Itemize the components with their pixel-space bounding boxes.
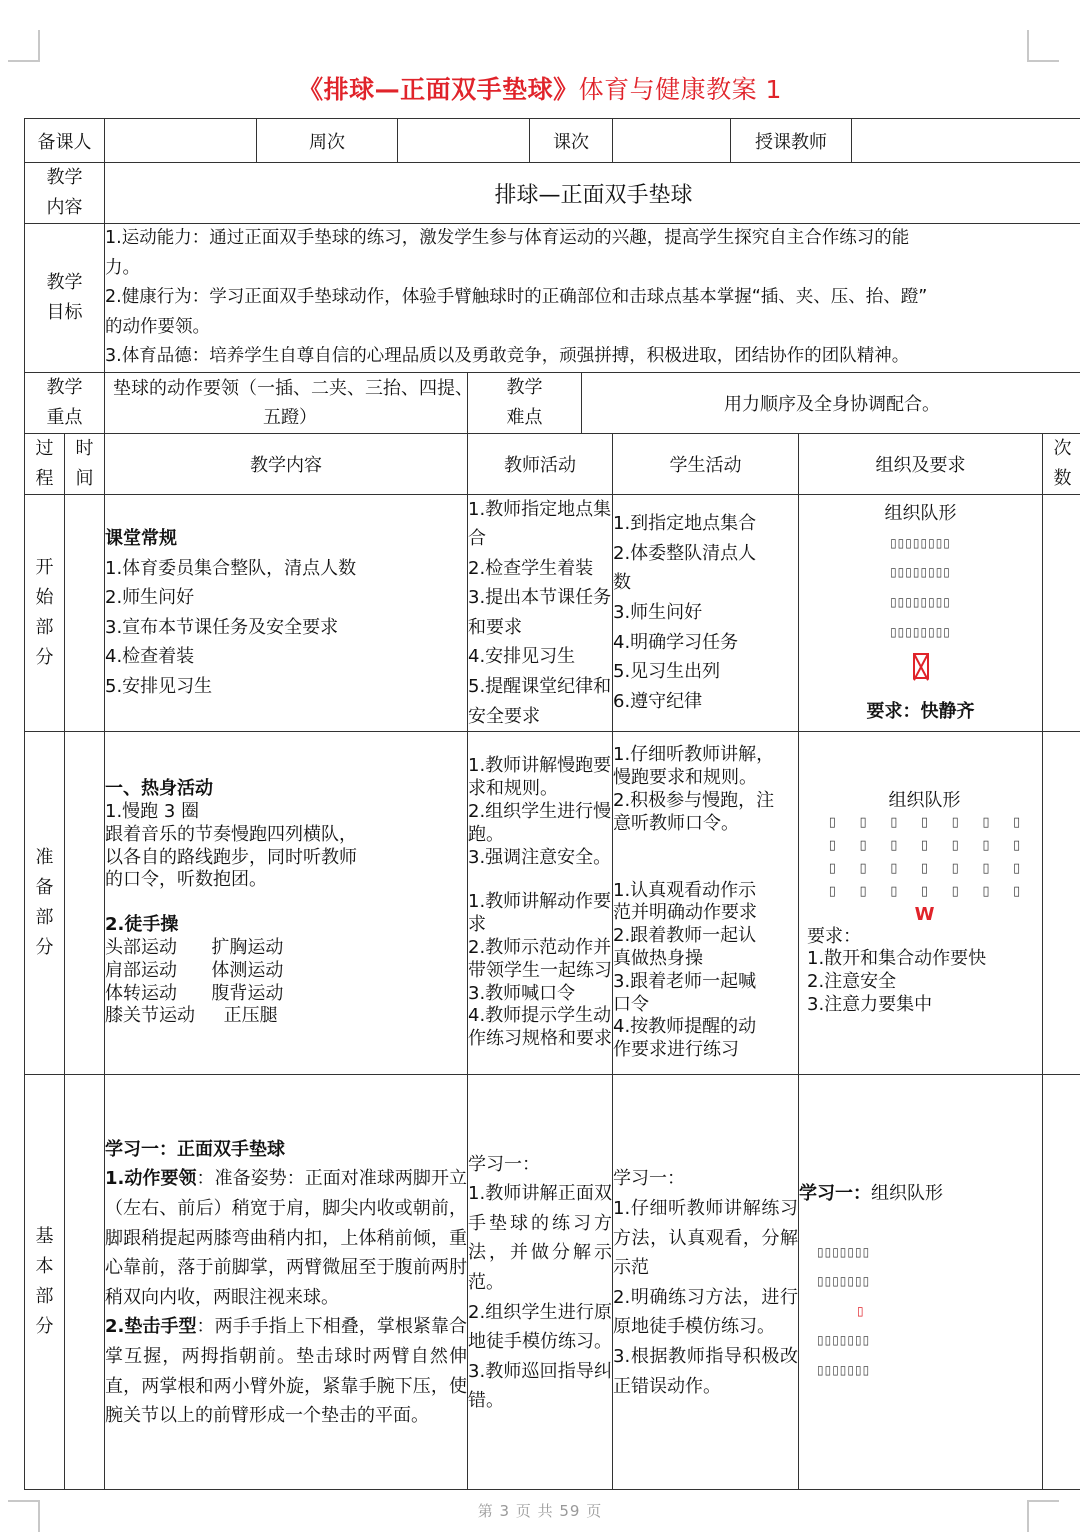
preparer-value xyxy=(105,119,257,163)
difficulty-text: 用力顺序及全身协调配合。 xyxy=(582,372,1080,433)
teacher-position-icon xyxy=(913,653,929,679)
prep-time xyxy=(65,732,105,1075)
goals-text xyxy=(105,224,1080,373)
start-organization: 组织队形 ▯▯▯▯▯▯▯▯ ▯▯▯▯▯▯▯▯ ▯▯▯▯▯▯▯▯ ▯▯▯▯▯▯▯▯ 要求：快静齐 xyxy=(799,494,1043,732)
lesson-topic: 排球—正面双手垫球 xyxy=(105,163,1080,224)
student-marker: ▯ xyxy=(878,835,909,858)
prep-count xyxy=(1043,732,1080,1075)
student-marker: ▯ xyxy=(940,835,971,858)
basic-teacher: 学习一： 1.教师讲解正面双手垫球的练习方法，并做分解示范。 2.组织学生进行原地徒手模仿练习。 3.教师巡回指导纠错。 xyxy=(468,1075,613,1490)
student-marker: ▯ xyxy=(971,835,1002,858)
col-student: 学生活动 xyxy=(613,433,799,494)
student-marker: ▯ xyxy=(940,881,971,904)
crop-mark-top-right xyxy=(1027,30,1059,62)
start-content: 课堂常规 1.体育委员集合整队，清点人数 2.师生问好 3.宣布本节课任务及安全要求 4.检查着装 5.安排见习生 xyxy=(105,494,468,732)
student-marker: ▯ xyxy=(878,812,909,835)
teacher-value xyxy=(852,119,1080,163)
difficulty-label: 教学 难点 xyxy=(468,372,582,433)
key-row xyxy=(25,372,1080,433)
preparer-label: 备课人 xyxy=(25,119,105,163)
student-marker: ▯ xyxy=(817,858,848,881)
content-row xyxy=(25,163,1080,224)
col-content: 教学内容 xyxy=(105,433,468,494)
prep-teacher: 1.教师讲解慢跑要 求和规则。 2.组织学生进行慢 跑。 3.强调注意安全。 1.教师讲解动作要 求 2.教师示范动作并 带领学生一起练习 3.教师喊口令 4.教师提示学生动 作练习规格和要求 xyxy=(468,732,613,1075)
prep-section-name: 准 备 部 分 xyxy=(25,732,65,1075)
lesson-value xyxy=(613,119,731,163)
basic-student: 学习一： 1.仔细听教师讲解练习方法，认真观看，分解示范 2.明确练习方法，进行原地徒手模仿练习。 3.根据教师指导积极改正错误动作。 xyxy=(613,1075,799,1490)
teacher-label: 授课教师 xyxy=(731,119,852,163)
student-marker: ▯ xyxy=(940,858,971,881)
prep-organization: 组织队形 ▯ ▯ ▯ ▯ ▯ ▯ ▯ ▯ ▯ ▯ ▯ ▯ ▯ ▯ ▯ ▯ ▯ ▯ ▯ ▯ ▯ ▯ ▯ ▯ ▯ ▯ ▯ ▯ W 要求： 1.散开和集合动作要快 2.注意安全 3.注意力要集中 xyxy=(799,732,1043,1075)
goals-label: 教学 目标 xyxy=(25,224,105,373)
start-teacher: 1.教师指定地点集 合 2.检查学生着装 3.提出本节课任务 和要求 4.安排见习生 5.提醒课堂纪律和 安全要求 xyxy=(468,494,613,732)
student-marker: ▯ xyxy=(940,812,971,835)
col-process: 过 程 xyxy=(25,433,65,494)
prep-content: 一、热身活动 1.慢跑 3 圈 跟着音乐的节奏慢跑四列横队， 以各自的路线跑步，同时听教师 的口令，听数抱团。 2.徒手操 头部运动 扩胸运动 肩部运动 体测运动 体转运动 腹背运动 膝关节运动 正压腿 xyxy=(105,732,468,1075)
student-marker: ▯ xyxy=(971,881,1002,904)
header-row xyxy=(25,119,1080,163)
document-title-main: 《排球—正面双手垫球》 xyxy=(298,75,579,104)
student-marker: ▯ xyxy=(1001,881,1032,904)
student-formation-row: ▯▯▯▯▯▯▯▯ xyxy=(799,558,1042,588)
week-value xyxy=(398,119,530,163)
student-marker: ▯ xyxy=(817,812,848,835)
prep-section-row xyxy=(25,732,1080,1075)
week-label: 周次 xyxy=(257,119,398,163)
student-marker: ▯ xyxy=(848,881,879,904)
start-time xyxy=(65,494,105,732)
col-teacher: 教师活动 xyxy=(468,433,613,494)
student-marker: ▯ xyxy=(878,858,909,881)
student-marker: ▯ xyxy=(878,881,909,904)
col-time: 时 间 xyxy=(65,433,105,494)
content-label: 教学 内容 xyxy=(25,163,105,224)
crop-mark-top-left xyxy=(8,30,40,62)
student-marker: ▯ xyxy=(909,812,940,835)
goal-line: 3.体育品德：培养学生自尊自信的心理品质以及勇敢竞争，顽强拼搏，积极进取，团结协作的团队精神。 xyxy=(105,342,1080,372)
lesson-label: 课次 xyxy=(530,119,613,163)
scatter-formation-grid xyxy=(817,812,1032,903)
student-formation-row: ▯▯▯▯▯▯▯ xyxy=(799,1326,1042,1356)
student-formation-row: ▯▯▯▯▯▯▯▯ xyxy=(799,529,1042,559)
start-student: 1.到指定地点集合 2.体委整队清点人 数 3.师生问好 4.明确学习任务 5.见习生出列 6.遵守纪律 xyxy=(613,494,799,732)
student-marker: ▯ xyxy=(817,881,848,904)
student-marker: ▯ xyxy=(848,812,879,835)
key-points: 垫球的动作要领（一插、二夹、三抬、四提、 五蹬） xyxy=(105,372,468,433)
student-formation-row: ▯▯▯▯▯▯▯▯ xyxy=(799,588,1042,618)
basic-content: 学习一：正面双手垫球 1.动作要领：准备姿势：正面对准球两脚开立（左右、前后）稍宽于肩，脚尖内收或朝前，脚跟稍提起两膝弯曲稍内扣，上体稍前倾，重心靠前，落于前脚掌，两臂微屈至于腹前两肘稍双向内收，两眼注视来球。 2.垫击手型：两手手指上下相叠，掌根紧靠合掌互握，两拇指朝前。垫击球时两臂自然伸直，两掌根和两小臂外旋，紧靠手腕下压，使腕关节以上的前臂形成一个垫击的平面。 xyxy=(105,1075,468,1490)
basic-time xyxy=(65,1075,105,1490)
goal-line: 2.健康行为：学习正面双手垫球动作，体验手臂触球时的正确部位和击球点基本掌握“插、夹、压、抬、蹬” xyxy=(105,283,1080,313)
prep-student: 1.仔细听教师讲解， 慢跑要求和规则。 2.积极参与慢跑，注 意听教师口令。 1.认真观看动作示 范并明确动作要求 2.跟着教师一起认 真做热身操 3.跟着老师一起喊 口令 4.按教师提醒的动 作要求进行练习 xyxy=(613,732,799,1075)
key-label: 教学 重点 xyxy=(25,372,105,433)
basic-section-name: 基 本 部 分 xyxy=(25,1075,65,1490)
document-title-sub: 体育与健康教案 1 xyxy=(579,75,782,104)
page-footer: 第 3 页 共 59 页 xyxy=(0,1500,1080,1521)
student-formation-row: ▯▯▯▯▯▯▯ xyxy=(799,1238,1042,1268)
student-marker: ▯ xyxy=(848,835,879,858)
basic-section-row xyxy=(25,1075,1080,1490)
start-section-row xyxy=(25,494,1080,732)
lesson-plan-table xyxy=(24,118,1080,1490)
student-marker: ▯ xyxy=(971,812,1002,835)
student-formation-row: ▯▯▯▯▯▯▯▯ xyxy=(799,618,1042,648)
start-count xyxy=(1043,494,1080,732)
basic-organization: 学习一：组织队形 ▯▯▯▯▯▯▯ ▯▯▯▯▯▯▯ ▯ ▯▯▯▯▯▯▯ ▯▯▯▯▯▯▯ xyxy=(799,1075,1043,1490)
goal-line: 1.运动能力：通过正面双手垫球的练习，激发学生参与体育运动的兴趣，提高学生探究自主合作练习的能 xyxy=(105,224,1080,254)
column-header-row xyxy=(25,433,1080,494)
goals-row xyxy=(25,224,1080,373)
start-section-name: 开 始 部 分 xyxy=(25,494,65,732)
student-marker: ▯ xyxy=(1001,835,1032,858)
student-marker: ▯ xyxy=(817,835,848,858)
start-requirement: 要求：快静齐 xyxy=(799,697,1042,727)
goal-line: 力。 xyxy=(105,254,1080,284)
student-formation-row: ▯▯▯▯▯▯▯ xyxy=(799,1356,1042,1386)
document-title xyxy=(0,70,1080,106)
student-marker: ▯ xyxy=(909,858,940,881)
goal-line: 的动作要领。 xyxy=(105,313,1080,343)
student-marker: ▯ xyxy=(1001,812,1032,835)
student-marker: ▯ xyxy=(971,858,1002,881)
student-marker: ▯ xyxy=(1001,858,1032,881)
col-count: 次 数 xyxy=(1043,433,1080,494)
basic-count xyxy=(1043,1075,1080,1490)
student-marker: ▯ xyxy=(909,835,940,858)
teacher-position-icon: W xyxy=(807,904,1042,926)
student-marker: ▯ xyxy=(909,881,940,904)
student-marker: ▯ xyxy=(848,858,879,881)
col-org: 组织及要求 xyxy=(799,433,1043,494)
student-formation-row: ▯▯▯▯▯▯▯ xyxy=(799,1267,1042,1297)
teacher-position-icon: ▯ xyxy=(799,1297,1042,1327)
